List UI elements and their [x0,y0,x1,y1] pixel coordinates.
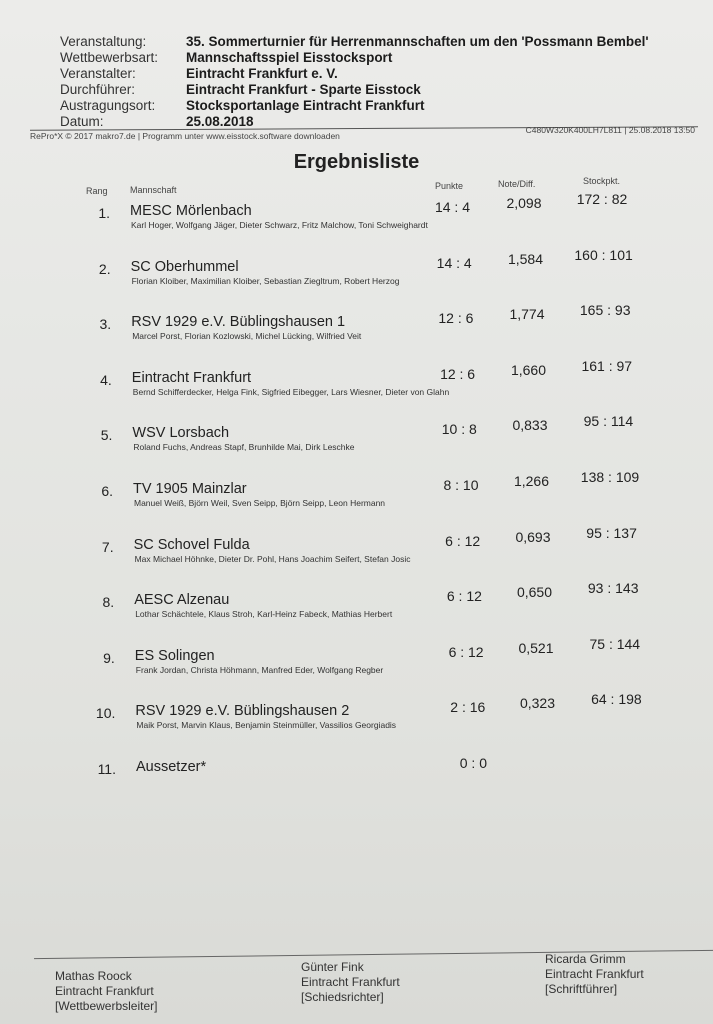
rank: 9. [103,649,115,666]
team-name: AESC Alzenau [134,592,230,609]
organizer-label: Veranstalter: [60,66,136,81]
event-info-row [60,66,680,82]
points: 10 : 8 [441,421,477,438]
team-name: MESC Mörlenbach [130,203,252,219]
points: 0 : 0 [459,755,487,771]
event-info-row [60,98,680,114]
team-players: Karl Hoger, Wolfgang Jäger, Dieter Schwarz, Fritz Malchow, Toni Schweighardt [131,220,428,230]
event-info [60,34,680,130]
ratio: 1,660 [510,361,547,378]
stock-points: 75 : 144 [589,635,641,652]
column-header-rank: Rang [86,186,108,196]
team-players: Bernd Schifferdecker, Helga Fink, Sigfried Eibegger, Lars Wiesner, Dieter von Glahn [132,386,450,397]
ratio: 2,098 [506,195,542,211]
signature-club: Eintracht Frankfurt [301,975,400,989]
team-name: RSV 1929 e.V. Büblingshausen 2 [135,703,350,720]
signature-role: [Schriftführer] [545,982,618,996]
result-row [0,246,713,305]
stock-points: 165 : 93 [579,302,631,319]
venue-label: Austragungsort: [60,98,156,113]
stock-points: 160 : 101 [574,246,633,263]
team-players: Maik Porst, Marvin Klaus, Benjamin Steinmüller, Vassilios Georgiadis [136,720,397,731]
rank: 1. [98,205,110,221]
stock-points: 95 : 114 [583,413,634,430]
points: 2 : 16 [450,699,486,716]
signature-club: Eintracht Frankfurt [55,984,154,998]
points: 14 : 4 [436,254,472,271]
team-name: TV 1905 Mainzlar [133,481,247,497]
points: 12 : 6 [440,365,476,382]
rank: 4. [100,371,112,388]
signature-role: [Schiedsrichter] [301,990,384,1004]
rank: 7. [101,538,114,555]
host-value: Eintracht Frankfurt - Sparte Eisstock [186,82,421,97]
team-name: RSV 1929 e.V. Büblingshausen 1 [131,314,346,331]
column-header-stock-points: Stockpkt. [583,176,621,186]
points: 12 : 6 [438,310,474,327]
points: 6 : 12 [445,532,481,549]
event-info-row [60,50,680,66]
team-players: Marcel Porst, Florian Kozlowski, Michel Lücking, Wilfried Veit [132,331,362,342]
points: 8 : 10 [443,477,479,493]
result-row [0,469,713,527]
host-label: Durchführer: [60,82,136,97]
stock-points: 95 : 137 [586,524,637,541]
team-name: SC Schovel Fulda [133,536,250,553]
signature-name: Ricarda Grimm [545,952,626,966]
event-info-row [60,82,680,98]
ratio: 0,833 [512,417,548,434]
team-players: Manuel Weiß, Björn Weil, Sven Seipp, Björn Seipp, Leon Hermann [134,498,386,508]
team-name: Eintracht Frankfurt [131,369,252,386]
signature-competition-leader [55,969,158,1014]
column-header-ratio: Note/Diff. [498,179,536,189]
team-players: Max Michael Höhnke, Dieter Dr. Pohl, Hans Joachim Seifert, Stefan Josic [134,553,411,564]
team-players: Roland Fuchs, Andreas Stapf, Brunhilde Mai, Dirk Leschke [133,442,355,453]
signature-name: Mathas Roock [55,969,132,983]
ratio: 1,584 [507,250,544,267]
stock-points: 172 : 82 [576,191,628,207]
page-title: Ergebnisliste [293,151,420,173]
team-name: ES Solingen [134,647,215,664]
result-row [0,524,713,583]
signature-club: Eintracht Frankfurt [545,967,644,981]
team-name: WSV Lorsbach [132,425,230,442]
rank: 11. [97,761,116,777]
team-name: SC Oberhummel [130,258,239,275]
signature-secretary [545,952,644,997]
points: 6 : 12 [446,588,482,605]
result-row [0,413,713,471]
rank: 2. [98,260,111,277]
ratio: 1,774 [509,306,545,323]
result-row [0,580,713,638]
ratio: 0,521 [518,639,554,656]
team-players: Florian Kloiber, Maximilian Kloiber, Sebastian Ziegltrum, Robert Herzog [131,275,400,286]
organizer-value: Eintracht Frankfurt e. V. [186,66,338,81]
result-row [0,635,713,694]
team-name: Aussetzer* [136,759,207,775]
ratio: 0,323 [519,695,556,712]
print-code: C480W320K400LH7L811 | 25.08.2018 13:50 [525,125,695,135]
ratio: 1,266 [513,473,550,489]
ratio: 0,693 [515,528,551,545]
venue-value: Stocksportanlage Eintracht Frankfurt [186,98,425,113]
stock-points: 64 : 198 [591,691,642,708]
rank: 5. [100,427,113,444]
rank: 6. [101,483,113,499]
rank: 8. [102,594,115,611]
date-value: 25.08.2018 [186,114,254,129]
column-header-points: Punkte [435,181,464,191]
team-players: Frank Jordan, Christa Höhmann, Manfred Eder, Wolfgang Regber [135,664,384,675]
event-label: Veranstaltung: [60,34,147,49]
stock-points: 138 : 109 [580,469,640,485]
signature-name: Günter Fink [301,960,364,974]
team-players: Lothar Schächtele, Klaus Stroh, Karl-Heinz Fabeck, Mathias Herbert [135,609,393,620]
result-row [0,357,713,416]
event-value: 35. Sommerturnier für Herrenmannschaften um den 'Possmann Bembel' [186,34,649,49]
result-row [0,691,713,749]
software-credit: RePro*X © 2017 makro7.de | Programm unter www.eisstock.software downloaden [30,131,340,141]
points: 6 : 12 [448,643,484,660]
points: 14 : 4 [434,199,470,215]
rank: 3. [99,316,112,333]
result-row [0,755,713,805]
column-header-team: Mannschaft [130,185,177,195]
stock-points: 93 : 143 [587,580,639,597]
signature-referee [301,960,400,1005]
signature-role: [Wettbewerbsleiter] [55,999,158,1013]
date-label: Datum: [60,114,104,129]
result-row [0,302,713,360]
event-info-row [60,34,680,50]
stock-points: 161 : 97 [581,357,633,374]
competition-type-value: Mannschaftsspiel Eisstocksport [186,50,393,65]
ratio: 0,650 [516,584,553,601]
rank: 10. [95,705,116,722]
competition-type-label: Wettbewerbsart: [60,50,159,65]
